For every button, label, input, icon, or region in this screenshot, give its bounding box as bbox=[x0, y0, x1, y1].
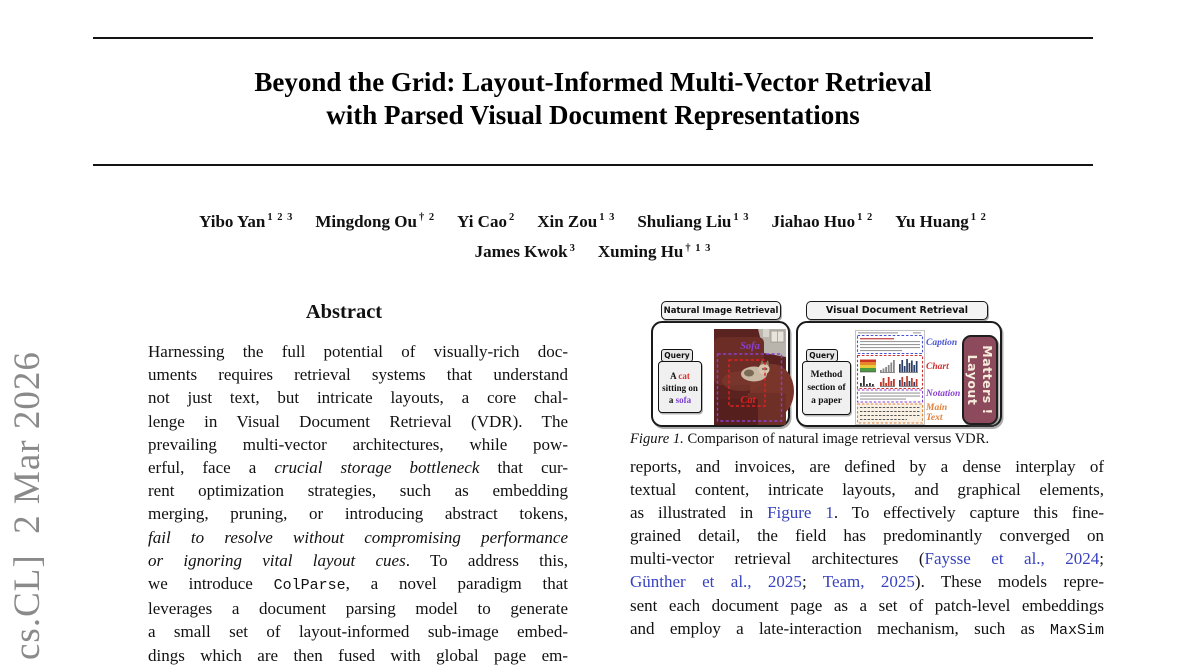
text-line bbox=[148, 502, 568, 525]
text-segment: ; bbox=[1099, 549, 1104, 569]
author bbox=[598, 242, 712, 261]
figure1-caption bbox=[630, 431, 1104, 448]
text-segment: leverages a document parsing model to generate bbox=[148, 599, 568, 619]
layout-matters-text bbox=[965, 338, 995, 422]
text-segment: rent optimization strategies, such as embedding bbox=[148, 481, 568, 501]
frame-icon bbox=[763, 329, 769, 337]
right-column bbox=[630, 290, 1104, 642]
author-affiliation-superscript: † 2 bbox=[418, 212, 436, 223]
text-line bbox=[659, 394, 701, 406]
text-segment: as illustrated in bbox=[630, 503, 768, 523]
text-line bbox=[630, 524, 1104, 547]
author-name: Shuliang Liu bbox=[637, 211, 732, 231]
text-segment: ). These models repre- bbox=[914, 572, 1104, 592]
author-affiliation-superscript: 2 bbox=[508, 212, 516, 223]
text-segment: textual content, intricate layouts, and graphical elements, bbox=[630, 480, 1104, 500]
figure1-panelB bbox=[796, 321, 1002, 427]
text-segment: . To address this, bbox=[405, 550, 568, 570]
text-segment: lenge in Visual Document Retrieval (VDR). The bbox=[148, 411, 568, 431]
author-name: Xuming Hu bbox=[597, 242, 684, 262]
text-segment: a bbox=[668, 395, 676, 405]
left-column bbox=[148, 290, 568, 667]
cat-label: Cat bbox=[740, 395, 756, 406]
text-line bbox=[148, 340, 568, 363]
text-line bbox=[630, 547, 1104, 570]
text-segment: crucial storage bottleneck bbox=[274, 458, 480, 478]
author-affiliation-superscript: 3 bbox=[569, 242, 576, 254]
text-line bbox=[803, 395, 850, 408]
author-name: Xin Zou bbox=[537, 211, 598, 231]
query-card-b bbox=[802, 361, 851, 415]
text-line bbox=[148, 363, 568, 386]
text-line bbox=[148, 479, 568, 502]
intro-text bbox=[630, 455, 1104, 642]
text-segment: that cur- bbox=[479, 458, 569, 478]
figure1-caption-label: Figure 1. bbox=[630, 431, 684, 447]
main-text-region-label: Main Text bbox=[926, 403, 948, 423]
query-card-a bbox=[658, 361, 702, 413]
text-line bbox=[630, 501, 1104, 524]
text-segment: Method bbox=[810, 370, 843, 380]
author-name: Yu Huang bbox=[895, 211, 969, 231]
figure1-panelA bbox=[651, 321, 790, 427]
text-line bbox=[148, 644, 568, 667]
query-tab-b: Query bbox=[806, 349, 838, 362]
text-segment: section of bbox=[807, 383, 846, 393]
text-line bbox=[148, 572, 568, 597]
author bbox=[199, 212, 293, 231]
text-segment: we introduce bbox=[148, 574, 274, 594]
text-segment: and employ a late-interaction mechanism, such as bbox=[630, 618, 1050, 638]
text-line bbox=[630, 478, 1104, 501]
text-line bbox=[148, 549, 568, 572]
text-line bbox=[148, 620, 568, 643]
text-segment: multi-vector retrieval architectures ( bbox=[630, 549, 925, 569]
title-line1: Beyond the Grid: Layout-Informed Multi-Vector Retrieval bbox=[254, 67, 932, 97]
text-segment: ; bbox=[801, 572, 823, 592]
query-tab-a: Query bbox=[661, 349, 693, 362]
text-line bbox=[630, 570, 1104, 593]
text-segment: prevailing multi-vector architectures, while pow- bbox=[148, 434, 568, 454]
sofa-label: Sofa bbox=[740, 341, 760, 352]
main-text-region-box bbox=[858, 404, 923, 423]
text-segment: not just text, but intricate layouts, a core chal- bbox=[148, 388, 568, 408]
text-segment: MaxSim bbox=[1049, 621, 1104, 639]
author-line-2 bbox=[93, 235, 1093, 266]
text-segment: grained detail, the field has predominantly converged on bbox=[630, 526, 1104, 546]
text-line bbox=[148, 386, 568, 409]
caption-region-label: Caption bbox=[926, 338, 958, 348]
author-name: Mingdong Ou bbox=[315, 211, 417, 231]
author-affiliation-superscript: 1 2 bbox=[970, 212, 987, 223]
figure1 bbox=[630, 290, 1104, 430]
text-line bbox=[630, 594, 1104, 617]
author bbox=[315, 212, 435, 231]
author-affiliation-superscript: 1 3 bbox=[733, 212, 750, 223]
citation-link[interactable]: Faysse et al., 2024 bbox=[924, 549, 1100, 569]
figure1-panelA-title: Natural Image Retrieval bbox=[661, 301, 781, 320]
text-segment: a small set of layout-informed sub-image embed- bbox=[148, 622, 568, 642]
text-segment: sitting on bbox=[662, 383, 698, 393]
text-line bbox=[630, 455, 1104, 478]
text-segment: or ignoring vital layout cues bbox=[148, 550, 406, 570]
author-affiliation-superscript: 1 2 3 bbox=[267, 212, 294, 223]
text-segment: , a novel paradigm that bbox=[345, 574, 568, 594]
text-line bbox=[148, 526, 568, 549]
text-segment: uments requires retrieval systems that understand bbox=[148, 365, 568, 385]
paper-title bbox=[93, 66, 1093, 132]
text-segment: reports, and invoices, are defined by a dense interplay of bbox=[630, 457, 1104, 476]
author bbox=[537, 212, 615, 231]
document-thumbnail bbox=[855, 330, 925, 425]
cat-photo bbox=[714, 329, 786, 425]
horizontal-rule-top bbox=[93, 37, 1093, 39]
text-line bbox=[803, 382, 850, 395]
author-name: Yibo Yan bbox=[199, 211, 266, 231]
author-name: Yi Cao bbox=[457, 211, 507, 231]
citation-link[interactable]: Team, 2025 bbox=[822, 572, 915, 592]
text-segment: dings which are then fused with global page em- bbox=[148, 645, 568, 665]
abstract-heading: Abstract bbox=[305, 301, 383, 323]
citation-link[interactable]: Günther et al., 2025 bbox=[630, 572, 802, 592]
text-line bbox=[148, 433, 568, 456]
text-line bbox=[659, 382, 701, 394]
citation-link[interactable]: Figure 1 bbox=[767, 503, 834, 523]
author bbox=[475, 242, 576, 261]
author-affiliation-superscript: 1 2 bbox=[857, 212, 874, 223]
figure1-panelB-title: Visual Document Retrieval bbox=[806, 301, 988, 320]
author bbox=[895, 212, 987, 231]
badge-line-matters: Matters ! bbox=[980, 345, 995, 415]
text-segment: erful, face a bbox=[148, 458, 275, 478]
text-line bbox=[630, 617, 1104, 642]
cat-head bbox=[759, 364, 770, 375]
author-affiliation-superscript: 1 3 bbox=[599, 212, 616, 223]
text-line bbox=[148, 456, 568, 479]
author-name: James Kwok bbox=[474, 242, 568, 262]
author bbox=[457, 212, 515, 231]
text-line bbox=[148, 597, 568, 620]
text-line bbox=[659, 370, 701, 382]
arxiv-watermark: cs.CL] 2 Mar 2026 bbox=[7, 351, 48, 660]
text-segment: fail to resolve without compromising performance bbox=[148, 527, 568, 547]
horizontal-rule-title bbox=[93, 164, 1093, 166]
text-line bbox=[803, 369, 850, 382]
chart-region-label: Chart bbox=[926, 362, 949, 372]
text-line bbox=[148, 410, 568, 433]
notation-region-label: Notation bbox=[926, 389, 961, 399]
text-segment: a paper bbox=[811, 396, 842, 406]
mini-area-chart bbox=[860, 360, 876, 373]
text-segment: sent each document page as a set of patch-level embeddings bbox=[630, 595, 1104, 615]
text-segment: A bbox=[670, 371, 679, 381]
title-line2: with Parsed Visual Document Representations bbox=[326, 100, 860, 130]
author-list bbox=[93, 204, 1093, 265]
abstract-text bbox=[148, 340, 568, 667]
author-line-1 bbox=[93, 204, 1093, 235]
figure1-caption-text: Comparison of natural image retrieval versus VDR. bbox=[687, 431, 990, 447]
text-segment: ColParse bbox=[273, 577, 346, 595]
text-segment: . To effectively capture this fine- bbox=[833, 503, 1104, 523]
text-segment: merging, pruning, or introducing abstract tokens, bbox=[148, 504, 568, 524]
badge-line-layout: Layout bbox=[965, 354, 980, 406]
text-segment: Harnessing the full potential of visually-rich doc- bbox=[148, 342, 568, 361]
text-segment: sofa bbox=[675, 395, 692, 405]
author bbox=[772, 212, 874, 231]
author bbox=[637, 212, 749, 231]
author-name: Jiahao Huo bbox=[771, 211, 856, 231]
text-segment: cat bbox=[678, 371, 690, 381]
author-affiliation-superscript: † 1 3 bbox=[685, 242, 712, 254]
layout-matters-badge bbox=[962, 335, 998, 425]
